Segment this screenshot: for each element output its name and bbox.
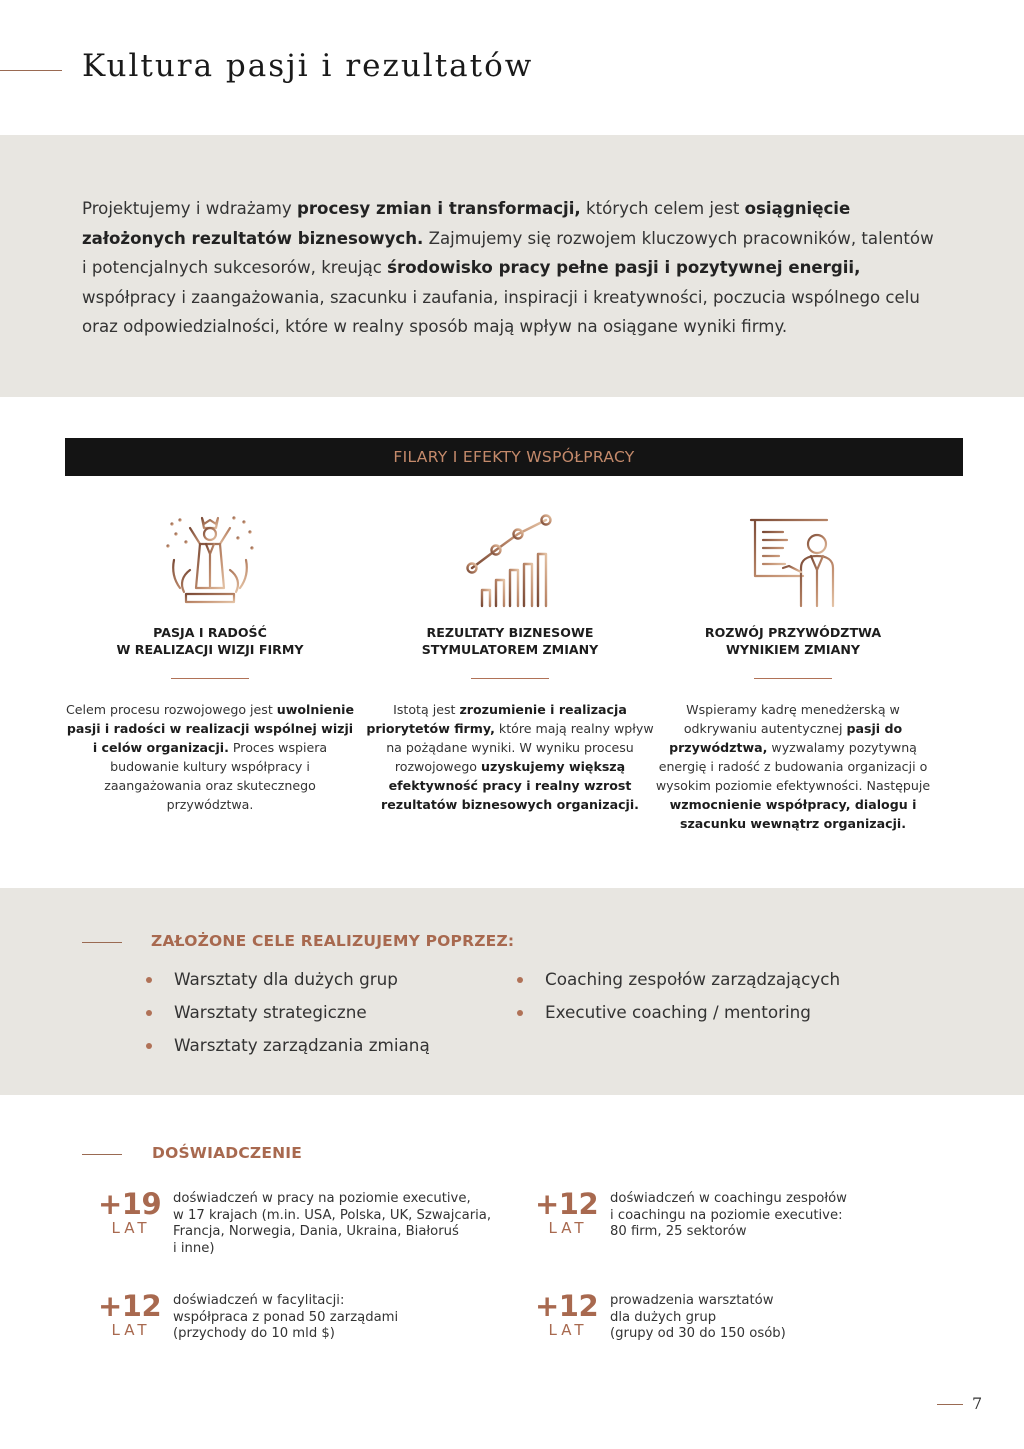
list-item: [517, 1001, 840, 1034]
experience-text: [610, 1190, 847, 1241]
experience-heading: DOŚWIADCZENIE: [152, 1144, 303, 1162]
footer-rule: [937, 1404, 963, 1405]
list-item-label: Executive coaching / mentoring: [545, 1002, 811, 1022]
experience-rule: [82, 1154, 122, 1155]
text-run: Projektujemy i wdrażamy: [82, 199, 297, 218]
experience-line: prowadzenia warsztatów: [610, 1293, 774, 1308]
experience-line: (grupy od 30 do 150 osób): [610, 1326, 786, 1341]
experience-line: 80 firm, 25 sektorów: [610, 1224, 747, 1239]
pillar-divider: [754, 678, 832, 679]
text-run: Istotą jest: [393, 702, 460, 717]
pillar-title: REZULTATY BIZNESOWE STYMULATOREM ZMIANY: [421, 625, 599, 657]
pillar-divider: [471, 678, 549, 679]
page-title: Kultura pasji i rezultatów: [82, 48, 534, 84]
experience-figure: +12 LAT: [535, 1289, 599, 1339]
experience-figure: +12 LAT: [535, 1187, 599, 1237]
experience-figure: +19 LAT: [98, 1187, 162, 1237]
experience-item: [98, 1289, 399, 1343]
list-item: [146, 968, 430, 1001]
text-run: Zajmujemy się rozwojem kluczowych pracowników, talentów i potencjalnych sukcesorów, kreując: [82, 228, 934, 277]
pillar-results: [365, 510, 655, 814]
experience-line: dla dużych grup: [610, 1309, 717, 1325]
experience-item: [535, 1289, 786, 1343]
pillar-leadership: [648, 510, 938, 833]
list-item: [146, 1034, 430, 1067]
text-run: których celem jest: [580, 199, 745, 218]
bold-text: uwolnienie pasji i radości w realizacji wspólnej wizji i celów organizacji.: [66, 702, 355, 755]
experience-item: [535, 1187, 847, 1241]
bold-text: pasji do przywództwa,: [669, 721, 903, 755]
celebrating-leader-icon: [160, 510, 260, 610]
bullet-icon: [146, 977, 152, 983]
experience-line: doświadczeń w facylitacji:: [173, 1293, 345, 1308]
bullet-icon: [517, 977, 523, 983]
growth-chart-icon: [460, 510, 560, 610]
pillar-title: PASJA I RADOŚĆ W REALIZACJI WIZJI FIRMY: [116, 625, 304, 657]
pillar-divider: [171, 678, 249, 679]
bold-text: wzmocnienie współpracy, dialogu i szacunku wewnątrz organizacji.: [669, 797, 917, 831]
experience-line: w 17 krajach (m.in. USA, Polska, UK, Szwajcaria,: [173, 1207, 492, 1223]
pillar-body: [648, 700, 938, 833]
experience-text: [173, 1190, 491, 1257]
bullet-icon: [146, 1043, 152, 1049]
experience-figure: +12 LAT: [98, 1289, 162, 1339]
page-number: 7: [972, 1394, 983, 1413]
pillars-heading: FILARY I EFEKTY WSPÓŁPRACY: [393, 448, 635, 466]
list-item: [146, 1001, 430, 1034]
experience-line: (przychody do 10 mld $): [173, 1326, 335, 1341]
list-item-label: Warsztaty zarządzania zmianą: [174, 1035, 430, 1055]
pillar-body: [65, 700, 355, 814]
list-item: [517, 968, 840, 1001]
experience-line: doświadczeń w pracy na poziomie executive,: [173, 1191, 471, 1206]
bullet-icon: [517, 1010, 523, 1016]
list-item-label: Warsztaty dla dużych grup: [174, 969, 398, 989]
bullet-icon: [146, 1010, 152, 1016]
experience-line: doświadczeń w coachingu zespołów: [610, 1191, 847, 1206]
experience-line: i coachingu na poziomie executive:: [610, 1207, 843, 1223]
text-run: Celem procesu rozwojowego jest: [65, 702, 277, 717]
bold-text: środowisko pracy pełne pasji i pozytywnej energii,: [387, 258, 861, 277]
bold-text: procesy zmian i transformacji,: [296, 199, 581, 218]
goals-list-right: [517, 968, 840, 1034]
goals-rule: [82, 942, 122, 943]
list-item-label: Warsztaty strategiczne: [174, 1002, 367, 1022]
text-run: Proces wspiera budowanie kultury współpracy i zaangażowania oraz skutecznego przywództwa.: [104, 740, 328, 812]
experience-line: współpraca z ponad 50 zarządami: [173, 1309, 399, 1325]
text-run: Wspieramy kadrę menedżerską w odkrywaniu autentycznej: [683, 702, 900, 736]
bold-text: zrozumienie i realizacja priorytetów firmy,: [366, 702, 627, 736]
goals-list-left: [146, 968, 430, 1067]
bold-text: osiągnięcie założonych rezultatów biznesowych.: [82, 199, 851, 248]
experience-text: [173, 1292, 398, 1343]
pillar-body: [365, 700, 655, 814]
presenter-board-icon: [743, 510, 843, 610]
pillar-title: ROZWÓJ PRZYWÓDZTWA WYNIKIEM ZMIANY: [704, 625, 882, 657]
bold-text: uzyskujemy większą efektywność pracy i realny wzrost rezultatów biznesowych organizacji.: [381, 759, 639, 812]
experience-line: Francja, Norwegia, Dania, Ukraina, Białoruś: [173, 1224, 459, 1239]
text-run: współpracy i zaangażowania, szacunku i zaufania, inspiracji i kreatywności, poczucia wspólnego celu oraz odpowiedzialności, które w realny sposób mają wpływ na osiągane wyniki firmy.: [82, 287, 920, 336]
pillar-passion: [65, 510, 355, 814]
intro-paragraph: [82, 194, 942, 342]
text-run: wyzwalamy pozytywną energię i radość z budowania organizacji o wysokim poziomie efektywności. Następuje: [655, 740, 931, 793]
header-rule: [0, 70, 62, 71]
experience-text: [610, 1292, 786, 1343]
experience-line: i inne): [173, 1240, 215, 1256]
pillars-heading-bar: [65, 438, 963, 476]
text-run: które mają realny wpływ na pożądane wyniki. W wyniku procesu rozwojowego: [386, 721, 654, 774]
experience-item: [98, 1187, 492, 1257]
goals-heading: ZAŁOŻONE CELE REALIZUJEMY POPRZEZ:: [151, 932, 515, 950]
list-item-label: Coaching zespołów zarządzających: [545, 969, 841, 989]
